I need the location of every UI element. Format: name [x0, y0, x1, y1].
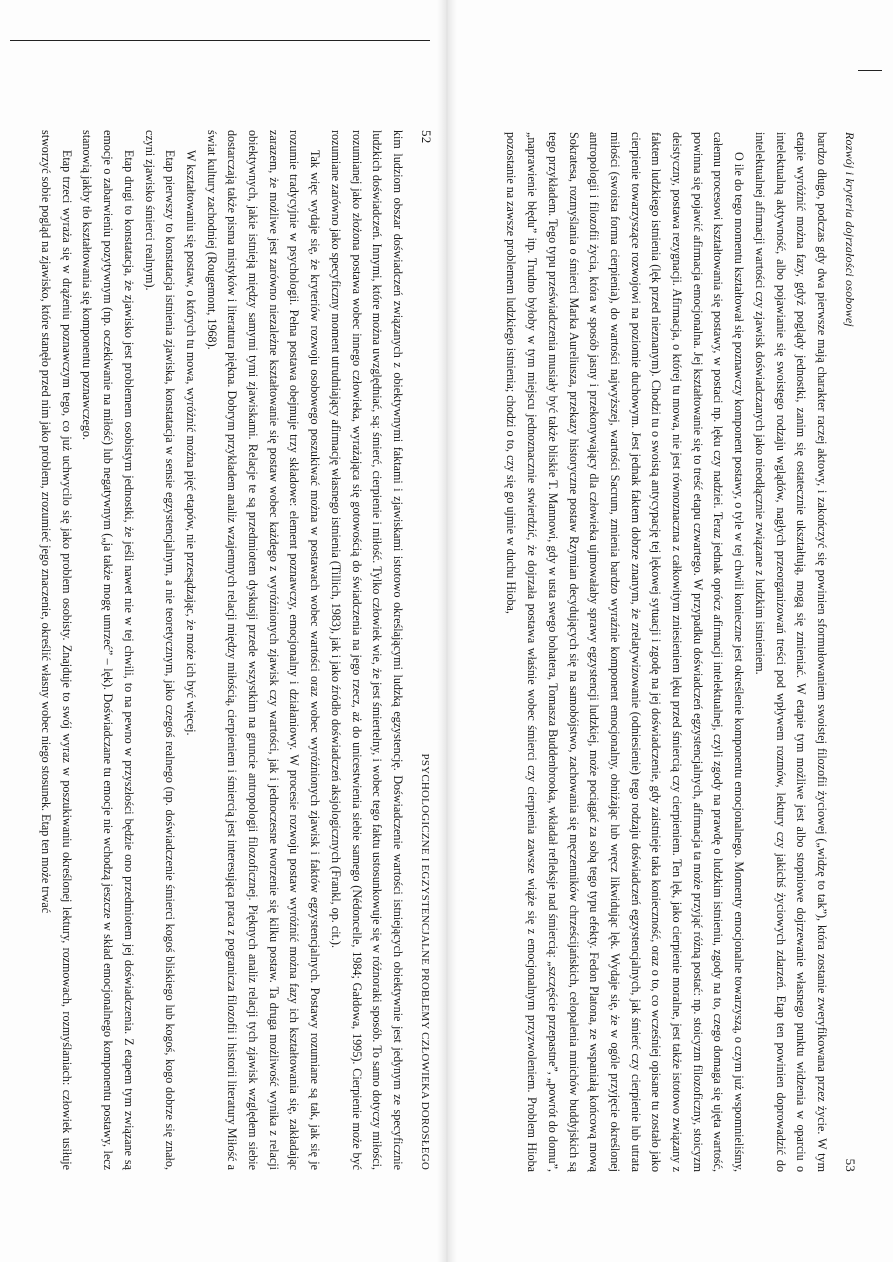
left-page [35, 130, 436, 1170]
book-gutter-shadow [437, 0, 457, 1262]
paragraph: Tak więc wydaje się, że kryteriów rozwoju osobowego poszukiwać można w postawach wobec wartości oraz wobec wyróżnionych zjawisk i faktów egzystencjalnych. Postawy rozumiane są tak, jak się je rozumie tradycyjnie w psychologii. Pełna postawa obejmuje trzy składowe: element poznawczy, emocjonalny i działaniowy. W procesie rozwoju postaw wyróżnić można fazy ich kształtowania się, zakładając zarazem, że możliwe jest zarówno niezależne kształtowanie się postaw wobec każdego z wyróżnionych zjawisk czy wartości, jak i jednoczesne tworzenie się kilku postaw. Ta druga możliwość wynika z relacji obiektywnych, jakie istnieją między samymi tymi zjawiskami. Relacje te są przedmiotem dyskusji przede wszystkim na gruncie antropologii filozoficznej. Pięknych analiz relacji tych zjawisk względem siebie dostarczają także pisma mistyków i literatura piękna. Dobrym przykładem analiz wzajemnych relacji między miłością, cierpieniem i śmiercią jest interesująca praca z pogranicza filozofii i historii literatury Miłość a świat kultury zachodniej (Rougemont, 1968). [204, 130, 323, 1170]
paragraph: kim ludziom obszar doświadczeń związanych z obiektywnymi faktami i zjawiskami istotowo określającymi ludzką egzystencję. Doświadczenie wartości istniejących obiektywnie jest jedynym ze specyficznie ludzkich doświadczeń. Innymi, które można uwzględniać, są: śmierć, cierpienie i miłość. Tylko człowiek wie, że jest śmiertelny, i wobec tego faktu ustosunkowuje się w różnoraki sposób. To samo dotyczy miłości, rozumianej jako złożona postawa wobec innego człowieka, wyrażająca się gotowością do świadczenia na jego rzecz, aż do unicestwienia siebie samego (Nédoncelle, 1984; Gałdowa, 1995). Cierpienie może być rozumiane zarówno jako specyficzny moment utrudniający afirmację własnego istnienia (Tillich, 1983), jak i jako źródło doświadczeń aksjologicznych (Frankl, op. cit.). [328, 130, 405, 1170]
left-page-number: 52 [419, 130, 434, 144]
left-page-header [408, 130, 436, 1170]
right-page-body [501, 132, 832, 1172]
paragraph: bardzo długo, podczas gdy dwa pierwsze mają charakter raczej aktowy, i zakończyć się powinien sformułowaniem swoistej filozofii życiowej („widzę to tak”), która zostanie zweryfikowana przez życie. W tym etapie wyróżnić można fazy, gdyż poglądy jednostki, zanim się ostatecznie ukształtują, mogą się zmieniać. W etapie tym możliwe jest albo stopniowe dojrzewanie własnego punktu widzenia w oparciu o intelektualną aktywność, albo pojawianie się swoistego rodzaju wglądów, nagłych przeorganizowań treści pod wpływem rozmów, lektury czy jakichś życiowych zdarzeń. Etap ten powinien doprowadzić do intelektualnej afirmacji wartości czy zjawisk doświadczanych jako nieodłącznie związane z ludzkim istnieniem. [752, 132, 829, 1172]
left-running-head: PSYCHOLOGICZNE I EGZYSTENCJALNE PROBLEMY CZŁOWIEKA DOROSŁEGO [419, 753, 431, 1170]
paragraph: W kształtowaniu się postaw, o których tu mowa, wyróżnić można pięć etapów, nie przesądzając, że może ich być więcej. [183, 150, 198, 736]
paragraph: Etap trzeci wyraża się w drążeniu poznawczym tego, co już uchwycilo się jako problem osobisty. Znajduje to swój wyraz w poszukiwaniu określonej lektury, rozmowach, rozmyślaniach: człowiek usiłuje stworzyć sobie pogląd na zjawisko, które stanęło przed nim jako problem, zrozumieć jego znaczenie, określić własny wobec niego stosunek. Etap ten może trwać [39, 130, 74, 1170]
paragraph: O ile do tego momentu kształtował się poznawczy komponent postawy, o tyle w tej chwili konieczne jest określenie komponentu emocjonalnego. Momenty emocjonalne towarzyszą, o czym już wspomnieliśmy, całemu procesowi kształtowania się postawy, w postaci np. lęku czy nadziei. Teraz jednak oprócz afirmacji intelektualnej, czyli zgody na prawdę o ludzkim istnieniu, zgody na to, czego domaga się ujęta wartość, powinna się pojawić afirmacja emocjonalna. Jej kształtowanie się to treść etapu czwartego. W przypadku doświadczeń egzystencjalnych, afirmacja ta może przyjąć różną postać: np. stoicyzm filozoficzny, stoicyzm deistyczny, postawa rezygnacji. Afirmacja, o której tu mowa, nie jest równoznaczna z całkowitym zniesieniem lęku przed śmiercią czy cierpieniem. Ten lęk, jako cierpienie moralne, jest także istotowo związany z faktem ludzkiego istnienia (lęk przed nieznanym). Chodzi tu o swoistą antycypację tej lękowej sytuacji i zgodę na jej doświadczenie, gdy zaistnieje taka konieczność, oraz o to, co wcześniej opisane tu zostało jako cierpienie towarzyszące rozwojowi na poziomie duchowym. Jest jednak faktem dobrze znanym, że zrelatywizowanie (odniesienie) tego rodzaju doświadczeń egzystencjalnych, jak śmierć czy cierpienie lub utrata miłości (swoista forma cierpienia), do wartości najwyższej, wartości Sacrum, zmienia bardzo wyraźnie komponent emocjonalny, obniżając lub wręcz likwidując lęk. Wydaje się, że w ogóle przyjęcie określonej antropologii i filozofii życia, która w sposób jasny i przekonywający dla człowieka ujmowałaby sprawy egzystencji ludzkiej, może pociągać za sobą tego typu efekty. Fedon Platona, ze wspaniałą końcową mową Sokratesa, rozmyślania o śmierci Marka Aureliusza, przekazy historyczne postaw Rzymian decydujących się na samobójstwo, zachowania się męczenników chrześcijańskich, celopalenia mnichów buddyjskich są tego przykładem. Tego typu przeświadczenia musiały być także bliskie T. Mannowi, gdy w usta swego bohatera, Tomasza Buddenbrooka, wkładał refleksje nad śmiercią: „szczęście przepastne”, „powrót do domu”, „naprawienie błędu” itp. Trudno byłoby w tym miejscu jednoznacznie stwierdzić, że dojrzała postawa właśnie wobec śmierci czy cierpienia zawsze wiąże się z emocjonalnym przyzwoleniem. Problem Hioba pozostanie na zawsze problemem ludzkiego istnienia; chodzi o to, czy się go ujmie w duchu Hioba, [504, 132, 747, 1172]
paragraph: Etap drugi to konstatacja, że zjawisko jest problemem osobistym jednostki, że jeśli nawet nie w tej chwili, to na pewno w przyszłości będzie ono przedmiotem jej doświadczenia. Z etapem tym związane są emocje o zabarwieniu pozytywnym (np. oczekiwanie na miłość) lub negatywnym („ja także mogę umrzeć” – lęk). Doświadczane tu emocje nie wchodzą jeszcze w skład emocjonalnego komponentu postawy, lecz stanowią jakby tło kształtowania się komponentu poznawczego. [80, 130, 136, 1170]
right-page-header [832, 132, 860, 1172]
paragraph: Etap pierwszy to konstatacja istnienia zjawiska, konstatacja w sensie egzystencjalnym, a nie teoretycznym, jako czegoś realnego (np. doświadczenie śmierci kogoś bliskiego lub kogoś, kogo dobrze się znało, czyni zjawisko śmierci realnym). [142, 130, 178, 1170]
scan-edge-line [10, 40, 430, 41]
left-page-body [35, 130, 408, 1170]
right-page [501, 132, 860, 1172]
right-running-head: Rozwój i kryteria dojrzałości osobowej [843, 132, 857, 327]
right-page-number: 53 [843, 1158, 858, 1172]
scan-edge-mark [858, 70, 882, 71]
